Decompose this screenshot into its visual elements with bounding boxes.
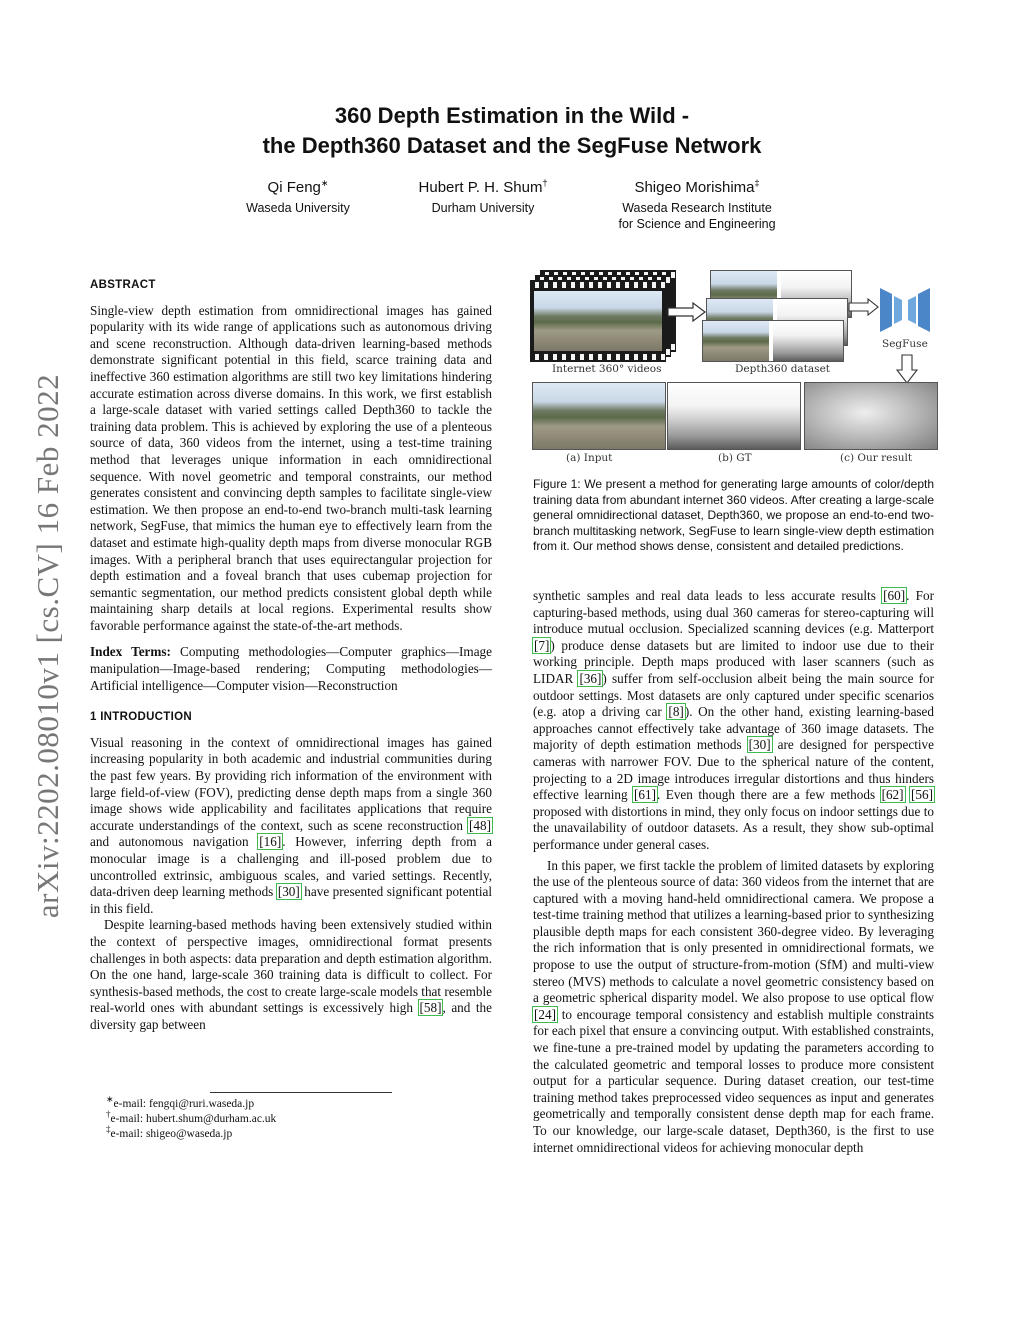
citation-link[interactable]: [48] [469,817,491,833]
footnotes [106,1094,486,1142]
label-gt: (b) GT [718,452,752,464]
index-terms-label: Index Terms: [90,644,171,660]
author-affiliation: Durham University [431,201,535,215]
arrow-right-icon [848,298,880,316]
paper-title-line2: the Depth360 Dataset and the SegFuse Network [262,133,762,158]
intro-heading: 1 INTRODUCTION [90,711,192,724]
label-depth360-dataset: Depth360 dataset [735,363,830,375]
input-panorama-image [532,382,666,450]
citation-link[interactable]: [16] [259,834,282,850]
citation-link[interactable]: [56] [911,787,933,803]
index-terms [90,644,492,694]
right-paragraph-2: In this paper, we first tackle the problem of limited datasets by exploring the use of the plenteous source of data: 360 videos from the internet that are captured with a moving hand-held omnidirectional camera. We propose a test-time training method that utilizes a learning-based prior to synthesizing plausible depth maps for each consistent 360-degree video. By leveraging the rich information that is only presented in omnidirectional formats, we propose to use the output of structure-from-motion (SfM) and multi-view stereo (MVS) methods to calculate a novel geometric consistency based on a geometric spherical disparity model. We also propose to use optical flow [24] to encourage temporal consistency and establish multiple constraints for each pixel that ensure a convincing output. With established constraints, we fine-tune a pre-trained model by updating the parameters according to the calculated geometric and temporal losses to produce more consistent output for a particular sequence. During dataset creation, our test-time training method takes preprocessed video sequences as input and generates geometrically and temporally consistent dense depth map for each frame. To our knowledge, our large-scale dataset, Depth360, is the first to use internet omnidirectional videos for achieving monocular depth [533,857,934,1155]
figure-1-caption: Figure 1: We present a method for generating large amounts of color/depth training data from abundant internet 360 videos. After creating a large-scale general omnidirectional dataset, Depth360, we propose an end-to-end two-branch multitasking network, SegFuse to learn single-view depth estimation from it. Our method shows dense, consistent and detailed predictions. [533,477,934,554]
author-block-2 [383,178,583,216]
author-mark: ∗ [320,178,329,188]
left-column [90,277,492,1034]
right-paragraph-1: synthetic samples and real data leads to less accurate results [60]. For capturing-based methods, using dual 360 cameras for stereo-capturing will introduce mutual occlusion. Specialized scanning devices (e.g. Matterport [7]) produce dense datasets but are limited to indoor use due to their working principle. Depth maps produced with laser scanners (such as LIDAR [36]) suffer from self-occlusion albeit being the main source for outdoor settings. Most datasets are only captured under specific scenarios (e.g. atop a driving car [8]). On the other hand, existing learning-based approaches cannot effectively take advantage of 360 image datasets. The majority of depth estimation methods [30] are designed for perspective cameras with narrower FOV. Due to the spherical nature of the content, projecting to a 2D image introduces irregular distortions and thus hinders effective learning [61]. Even though there are a few methods [62] [56] proposed with distortions in mind, they only focus on indoor settings due to the unavailability of outdoor datasets. As a result, they show sub-optimal performance under general cases. [533,588,935,852]
arrow-right-icon [667,302,707,322]
filmstrip-front [530,280,666,362]
abstract-text: Single-view depth estimation from omnidirectional images has gained popularity with its wide range of applications such as autonomous driving and scene reconstruction. Although data-driven learning-based methods demonstrate significant potential in this field, scarce training data and ineffective 360 estimation algorithms are still two key limitations hindering accurate estimation across diverse domains. In this work, we first establish a large-scale dataset with varied settings called Depth360 to tackle the training data problem. This is achieved by exploring the use of a plenteous source of data, 360 videos from the internet, using a test-time training method that leverages unique information in each omnidirectional sequence. With novel geometric and temporal constraints, our method generates consistent and convincing depth samples to facilitate single-view estimation. We then propose an end-to-end two-branch multi-task learning network, SegFuse, that mimics the human eye to effectively learn from the dataset and estimate high-quality depth maps from diverse monocular RGB images. With a peripheral branch that uses equirectangular projection for depth estimation and a foveal branch that uses cubemap projection for semantic segmentation, our method predicts consistent global depth while maintaining sharp details at local regions. Experimental results show favorable performance against the state-of-the-art methods. [90,302,492,633]
citation-link[interactable]: [62] [881,787,904,803]
label-internet-videos: Internet 360° videos [552,363,662,375]
label-our-result: (c) Our result [840,452,913,464]
ground-truth-depth-image [667,382,801,450]
author-name: Shigeo Morishima [634,179,755,196]
arxiv-sidebar [0,0,65,1325]
footnote-1: ∗e-mail: fengqi@ruri.waseda.jp [106,1094,255,1110]
citation-link[interactable]: [36] [579,670,602,686]
video-frame-image [534,291,662,351]
footnote-rule [210,1092,392,1093]
citation-link[interactable]: [30] [277,884,300,900]
right-column [533,588,934,1156]
abstract-heading: ABSTRACT [90,279,156,291]
author-mark: † [542,178,548,188]
footnote-2: †e-mail: hubert.shum@durham.ac.uk [106,1109,277,1125]
citation-link[interactable]: [30] [748,737,771,753]
citation-link[interactable]: [60] [883,588,906,603]
author-affiliation-2: for Science and Engineering [618,217,776,231]
label-segfuse: SegFuse [882,338,928,350]
segfuse-network-icon [878,284,934,336]
citation-link[interactable]: [7] [534,637,550,653]
predicted-depth-image [804,382,938,450]
citation-link[interactable]: [58] [419,1000,442,1016]
arrow-down-icon [896,354,918,384]
intro-paragraph-2: Despite learning-based methods having been extensively studied within the context of perspective images, omnidirectional format presents challenges in both aspects: data preparation and depth estimation algorithm. On the one hand, large-scale 360 training data is difficult to collect. For synthesis-based methods, the cost to create large-scale models that resemble real-world ones with abundant settings is excessively high [58], and the diversity gap between [90,917,493,1032]
footnote-3: ‡e-mail: shigeo@waseda.jp [106,1124,233,1140]
dataset-sample-3 [702,320,844,362]
citation-link[interactable]: [61] [634,787,657,803]
arxiv-identifier: arXiv:2202.08010v1 [cs.CV] 16 Feb 2022 [30,373,65,919]
index-terms-text: Computing methodologies—Computer graphics—Image manipulation—Image-based rendering; Computing methodologies—Artificial intelligence—Computer vision—Reconstruction [90,644,492,693]
author-block-1 [198,178,398,216]
author-block-3 [597,178,797,232]
citation-link[interactable]: [24] [534,1006,556,1022]
author-affiliation: Waseda Research Institute [622,201,772,215]
author-name: Qi Feng [267,179,321,196]
paper-title-line1: 360 Depth Estimation in the Wild - [334,103,690,128]
author-name: Hubert P. H. Shum [418,179,543,196]
label-input: (a) Input [566,452,613,464]
figure-1 [530,268,940,470]
author-affiliation: Waseda University [246,201,350,215]
citation-link[interactable]: [8] [668,704,684,720]
author-mark: ‡ [754,178,760,188]
intro-paragraph-1: Visual reasoning in the context of omnidirectional images has gained increasing popularity in both academic and industrial communities during the past few years. By providing rich information of the environment with large field-of-view (FOV), predicting dense depth maps from a single 360 image shows wide applicability and facilitates applications that require accurate understandings of the context, such as scene reconstruction [48] and autonomous navigation [16]. However, inferring depth from a monocular image is a challenging and ill-posed problem due to uncontrolled extrinsic, ambiguous scales, and varied settings. Recently, data-driven deep learning methods [30] have presented significant potential in this field. [90,734,492,916]
